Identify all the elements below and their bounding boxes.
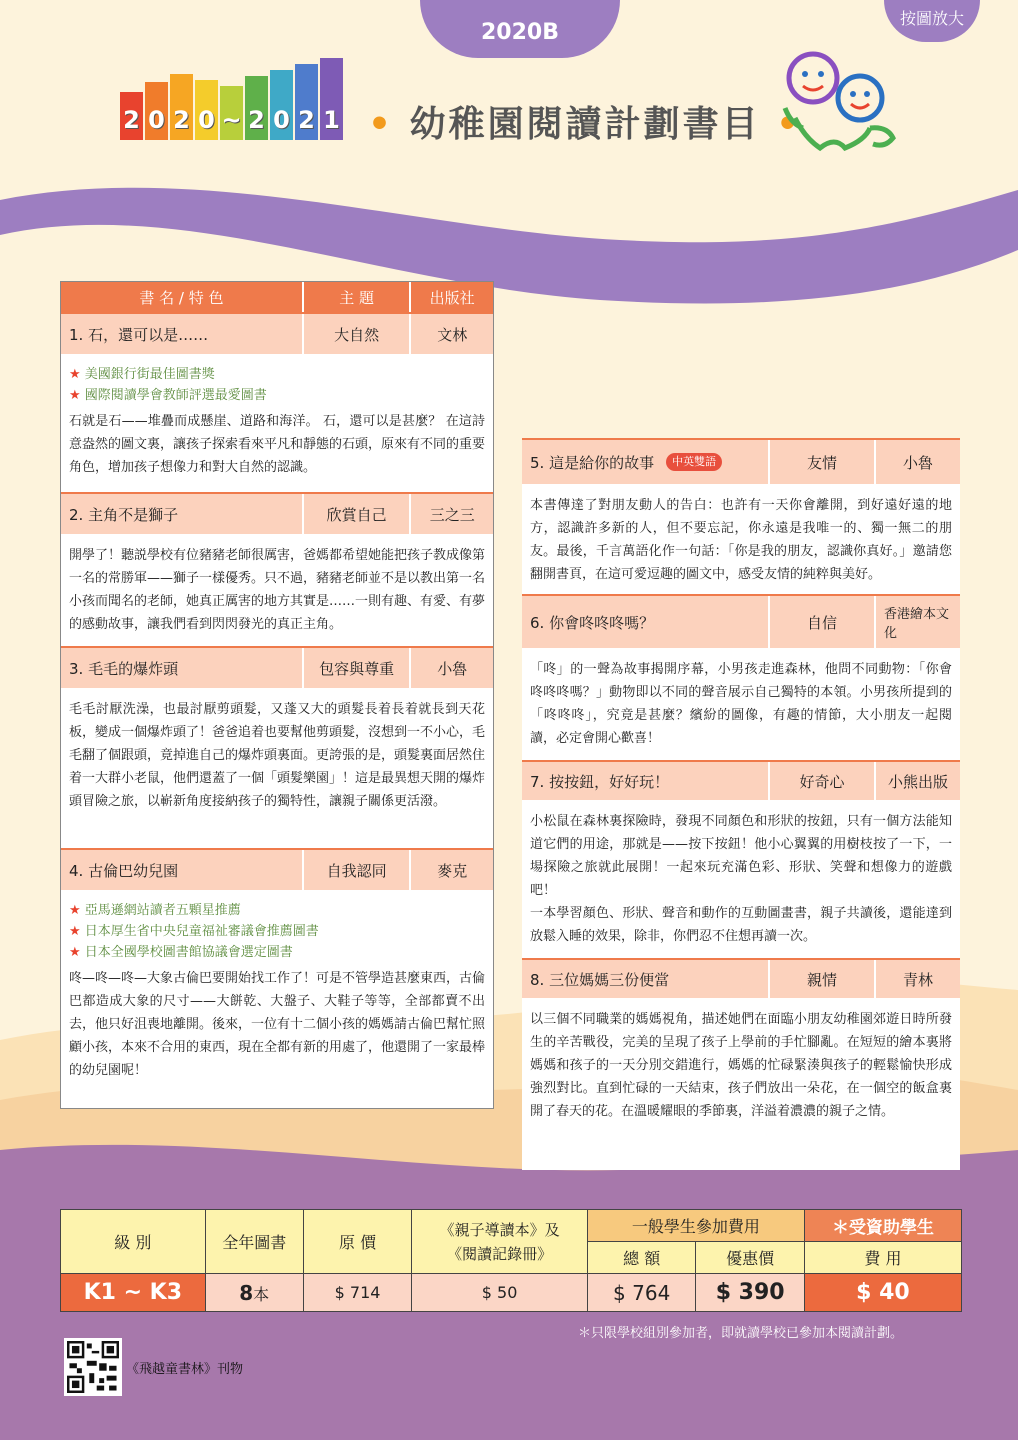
price-guide: $ 50 [412, 1274, 588, 1312]
book-publisher: 小魯 [437, 659, 468, 678]
year-char: 2 [120, 92, 143, 140]
book-title-text: 5. 這是給你的故事 [530, 453, 655, 472]
price-discount: $ 390 [696, 1274, 804, 1312]
page-title-text: 幼稚園閱讀計劃書目 [409, 104, 761, 145]
book-publisher: 麥克 [437, 861, 468, 880]
price-header-discount: 優惠價 [696, 1242, 804, 1274]
book-title [522, 440, 770, 484]
year-char: 0 [270, 70, 293, 140]
book-desc-4 [61, 890, 493, 1090]
book-publisher: 三之三 [429, 505, 475, 524]
book-theme: 包容與尊重 [304, 648, 412, 688]
price-original: $ 714 [303, 1274, 411, 1312]
book-publisher: 香港繪本文化 [884, 607, 950, 641]
publication-label: 《飛越童書林》刊物 [126, 1362, 244, 1377]
award-text: 美國銀行街最佳圖書獎 [84, 367, 215, 382]
footnote: ＊只限學校組別參加者，即就讀學校已參加本閱讀計劃。 [578, 1326, 904, 1341]
star-icon: ★ [69, 924, 81, 939]
book-row-8 [522, 958, 960, 998]
award-list [69, 364, 485, 406]
book-publisher: 青林 [902, 970, 933, 989]
title-dot-right: • [776, 104, 803, 145]
star-icon: ★ [69, 903, 81, 918]
award-text: 日本厚生省中央兒童福祉審議會推薦圖書 [84, 924, 319, 939]
bilingual-badge: 中英雙語 [666, 453, 722, 471]
year-char: 2 [170, 74, 193, 140]
books-count: 8 [239, 1280, 254, 1305]
year-banner [120, 60, 345, 140]
book-theme: 大自然 [304, 314, 412, 354]
book-description: 小松鼠在森林裏探險時，發現不同顏色和形狀的按鈕，只有一個方法能知道它們的用途，那就是——按下按鈕！他小心翼翼的用樹枝按了一下，一場探險之旅就此展開！一起來玩充滿色彩、形狀、笑聲和想像力的遊戲吧！ [530, 814, 952, 898]
book-description: 咚—咚—咚—大象古倫巴要開始找工作了！可是不管學造甚麼東西，古倫巴都造成大象的尺寸——大餅乾、大盤子、大鞋子等等，全部都賣不出去，他只好沮喪地離開。後來，一位有十二個小孩的媽媽請古倫巴幫忙照顧小孩，本來不合用的東西，現在全都有新的用處了，他還開了一家最棒的幼兒園呢！ [69, 971, 486, 1078]
book-theme: 友情 [770, 440, 876, 484]
star-icon: ★ [69, 367, 81, 382]
year-char: 0 [195, 80, 218, 140]
header-publisher: 出版社 [429, 288, 475, 307]
book-description: 以三個不同職業的媽媽視角，描述她們在面臨小朋友幼稚園郊遊日時所發生的辛苦戰役，完美的呈現了孩子上學前的手忙腳亂。在短短的繪本裏將媽媽和孩子的一天分別交錯進行，媽媽的忙碌緊湊與孩子的輕鬆愉快形成強烈對比。直到忙碌的一天結束，孩子們放出一朵花，在一個空的飯盒裏開了春天的花。在溫暖耀眼的季節裏，洋溢着濃濃的親子之情。 [530, 1012, 952, 1119]
star-icon: ★ [69, 388, 81, 403]
price-subsidy: $ 40 [804, 1274, 961, 1312]
year-char: 0 [145, 82, 168, 140]
book-theme: 自我認同 [304, 850, 412, 890]
price-header-original: 原 價 [303, 1210, 411, 1274]
book-theme: 親情 [770, 960, 876, 998]
award-item [69, 385, 485, 406]
book-title: 3. 毛毛的爆炸頭 [61, 648, 304, 688]
guide-line-1: 《親子導讀本》及 [439, 1220, 560, 1239]
code-tab: 2020B [420, 0, 620, 58]
book-publisher: 文林 [437, 325, 468, 344]
book-row-1 [61, 312, 493, 354]
book-list-left [60, 281, 494, 1109]
book-description: 「咚」的一聲為故事揭開序幕，小男孩走進森林，他問不同動物：「你會咚咚咚嗎？」動物即以不同的聲音展示自己獨特的本領。小男孩所提到的「咚咚咚」，究竟是甚麼？繽紛的圖像，有趣的情節，大小朋友一起閱讀，必定會開心歡喜！ [530, 662, 952, 746]
award-text: 國際閱讀學會教師評選最愛圖書 [84, 388, 267, 403]
header-theme: 主 題 [304, 282, 412, 312]
price-header-general: 一般學生參加費用 [587, 1210, 804, 1242]
book-publisher: 小熊出版 [887, 772, 948, 791]
award-item [69, 364, 485, 385]
price-header-total: 總 額 [587, 1242, 695, 1274]
book-theme: 好奇心 [770, 762, 876, 800]
book-description: 毛毛討厭洗澡，也最討厭剪頭髮，又蓬又大的頭髮長着長着就長到天花板，變成一個爆炸頭了！爸爸追着也要幫他剪頭髮，沒想到一不小心，毛毛翻了個跟頭，竟掉進自己的爆炸頭裏面。更誇張的是，頭髮裏面居然住着一大群小老鼠，他們還蓋了一個「頭髮樂園」！這是最異想天開的爆炸頭冒險之旅，以嶄新角度接納孩子的獨特性，讓親子關係更活潑。 [69, 702, 486, 809]
books-unit: 本 [253, 1284, 270, 1304]
book-row-2 [61, 492, 493, 534]
title-dot-left: • [368, 104, 395, 145]
award-list [69, 900, 485, 963]
award-text: 日本全國學校圖書館協議會選定圖書 [84, 945, 293, 960]
guide-line-2: 《閱讀記錄冊》 [447, 1244, 553, 1263]
book-row-6 [522, 594, 960, 648]
book-description: 開學了！聽説學校有位豬豬老師很厲害，爸媽都希望她能把孩子教成像第一名的常勝軍——獅子一樣優秀。只不過，豬豬老師並不是以教出第一名小孩而聞名的老師，她真正厲害的地方其實是……一則有趣、有愛、有夢的感動故事，讓我們看到閃閃發光的真正主角。 [69, 548, 486, 632]
qr-code-icon[interactable] [64, 1338, 122, 1396]
book-row-4 [61, 848, 493, 890]
book-desc-7 [522, 800, 960, 958]
book-desc-1 [61, 354, 493, 492]
table-header [61, 282, 493, 312]
book-description-2: 一本學習顏色、形狀、聲音和動作的互動圖畫書，親子共讀後，還能達到放鬆入睡的效果，除非，你們忍不住想再讀一次。 [530, 906, 952, 944]
book-description: 本書傳達了對朋友動人的告白：也許有一天你會離開，到好遠好遠的地方，認識許多新的人，但不要忘記，你永遠是我唯一的、獨一無二的朋友。最後，千言萬語化作一句話：「你是我的朋友，認識你真好。」邀請您翻開書頁，在這可愛逗趣的圖文中，感受友情的純粹與美好。 [530, 498, 952, 582]
book-title: 1. 石，還可以是…… [61, 314, 304, 354]
award-item [69, 921, 485, 942]
year-char: 2 [295, 64, 318, 140]
price-header-books: 全年圖書 [205, 1210, 303, 1274]
award-item [69, 942, 485, 963]
book-list-right [522, 438, 960, 1170]
book-title: 2. 主角不是獅子 [61, 494, 304, 534]
price-total: $ 764 [587, 1274, 695, 1312]
year-char: ~ [220, 86, 243, 140]
book-title: 7. 按按鈕，好好玩！ [522, 762, 770, 800]
book-theme: 自信 [770, 596, 876, 648]
page-title [368, 96, 802, 147]
price-books [205, 1274, 303, 1312]
book-theme: 欣賞自己 [304, 494, 412, 534]
book-desc-8 [522, 998, 960, 1131]
book-description: 石就是石——堆疊而成懸崖、道路和海洋。 石，還可以是甚麼？ 在這詩意盎然的圖文裏，讓孩子探索看來平凡和靜態的石頭，原來有不同的重要角色，增加孩子想像力和對大自然的認識。 [69, 414, 486, 475]
book-title: 6. 你會咚咚咚嗎？ [522, 596, 770, 648]
zoom-button[interactable]: 按圖放大 [884, 0, 980, 42]
book-desc-5 [522, 484, 960, 594]
price-level: K1 ~ K3 [61, 1274, 206, 1312]
award-item [69, 900, 485, 921]
header-name: 書 名 / 特 色 [61, 282, 304, 312]
price-header-guide [412, 1210, 588, 1274]
book-desc-6 [522, 648, 960, 760]
star-icon: ★ [69, 945, 81, 960]
book-row-3 [61, 646, 493, 688]
kids-logo-icon [775, 48, 905, 158]
award-text: 亞馬遜網站讀者五顆星推薦 [84, 903, 241, 918]
book-desc-2 [61, 534, 493, 646]
book-publisher: 小魯 [902, 453, 933, 472]
price-header-subsidy: ＊受資助學生 [804, 1210, 961, 1242]
book-title: 8. 三位媽媽三份便當 [522, 960, 770, 998]
book-row-5 [522, 438, 960, 484]
book-desc-3 [61, 688, 493, 848]
book-row-7 [522, 760, 960, 800]
year-char: 1 [320, 58, 343, 140]
year-char: 2 [245, 76, 268, 140]
book-title: 4. 古倫巴幼兒園 [61, 850, 304, 890]
price-header-level: 級 別 [61, 1210, 206, 1274]
price-table [60, 1209, 962, 1312]
price-header-fee: 費 用 [804, 1242, 961, 1274]
